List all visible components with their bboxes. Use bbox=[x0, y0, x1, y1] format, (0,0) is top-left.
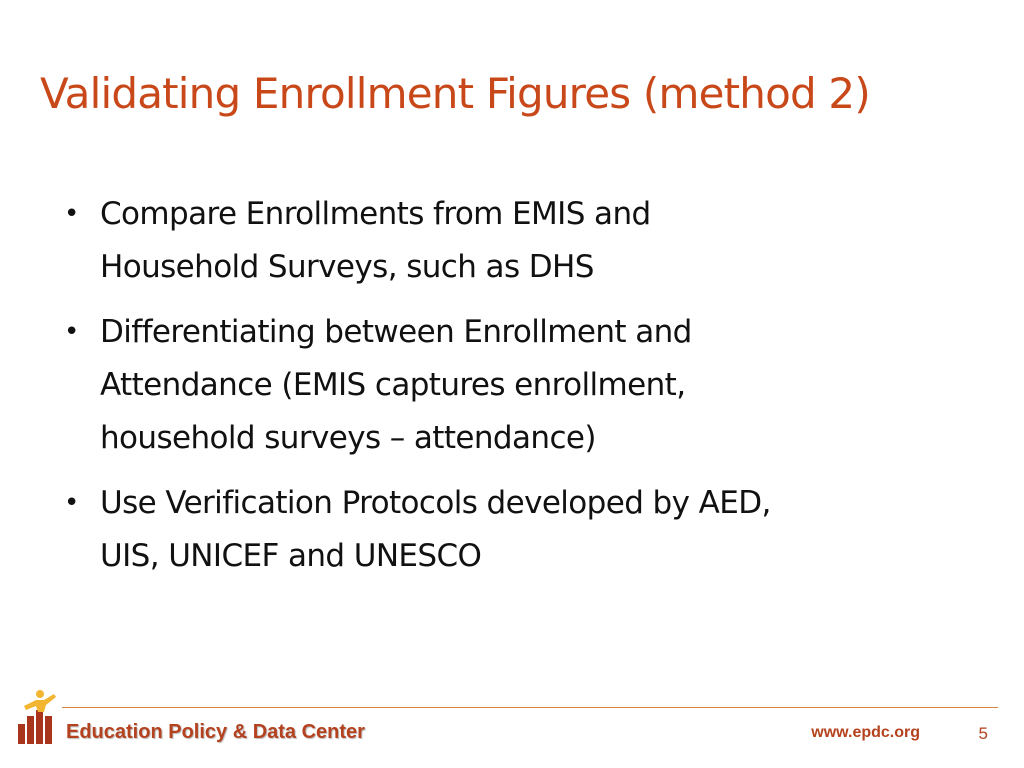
bullet-line: Attendance (EMIS captures enrollment, bbox=[100, 367, 686, 403]
epdc-logo-icon bbox=[14, 686, 60, 746]
bullet-dot-icon: • bbox=[64, 488, 79, 518]
footer-divider bbox=[62, 707, 998, 708]
bullet-line: Compare Enrollments from EMIS and bbox=[100, 196, 651, 232]
bullet-item bbox=[64, 188, 964, 294]
bullet-line: household surveys – attendance) bbox=[100, 420, 596, 456]
slide-title: Validating Enrollment Figures (method 2) bbox=[40, 69, 870, 118]
bullet-line: Differentiating between Enrollment and bbox=[100, 314, 692, 350]
bullet-line: Use Verification Protocols developed by AED, bbox=[100, 485, 771, 521]
bullet-item bbox=[64, 477, 964, 583]
bullet-line: UIS, UNICEF and UNESCO bbox=[100, 538, 482, 574]
footer-organization-name: Education Policy & Data Center bbox=[66, 721, 365, 743]
footer-url-link[interactable]: www.epdc.org bbox=[811, 724, 920, 741]
bullet-line: Household Surveys, such as DHS bbox=[100, 249, 594, 285]
bullet-dot-icon: • bbox=[64, 317, 79, 347]
bullet-list bbox=[64, 188, 964, 595]
page-number: 5 bbox=[978, 724, 988, 743]
bullet-dot-icon: • bbox=[64, 199, 79, 229]
bullet-item bbox=[64, 306, 964, 465]
